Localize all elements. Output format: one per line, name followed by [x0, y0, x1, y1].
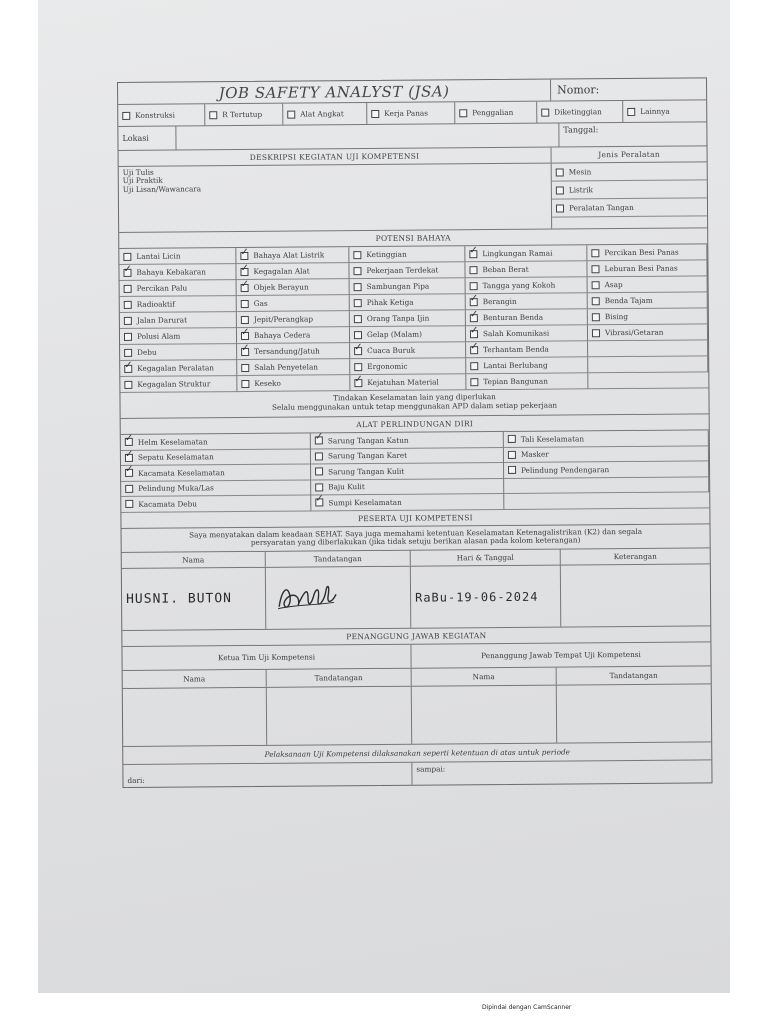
jsa-form [117, 77, 713, 788]
potensi-item-2-2[interactable] [350, 278, 466, 295]
peralatan-block [552, 146, 708, 228]
ketua-tim-label: Ketua Tim Uji Kompetensi [122, 645, 411, 670]
checkbox[interactable] [592, 313, 600, 321]
checkbox-label: Kacamata Keselamatan [138, 467, 225, 478]
checkbox-label: Tangga yang Kokoh [482, 280, 556, 291]
checkbox[interactable] [124, 332, 132, 340]
job-type-4[interactable] [455, 102, 537, 124]
deskripsi-heading: DESKRIPSI KEGIATAN UJI KOMPETENSI [119, 148, 551, 167]
potensi-item-8-0[interactable] [120, 376, 237, 393]
deskripsi-block [119, 148, 553, 232]
potensi-item-1-1[interactable] [236, 263, 349, 280]
potensi-item-2-1[interactable] [237, 279, 350, 296]
checkbox[interactable] [287, 110, 295, 118]
checkbox-label: Bahaya Kebakaran [136, 267, 206, 277]
job-type-6[interactable] [623, 100, 706, 122]
col-tandatangan: Tandatangan [266, 551, 411, 567]
checkbox-label: Kacamata Debu [138, 499, 198, 509]
potensi-item-7-0[interactable] [120, 360, 237, 377]
checkbox[interactable] [470, 362, 478, 370]
checkbox-label: Sarung Tangan Karet [327, 450, 408, 461]
checkbox[interactable] [354, 347, 362, 355]
checkbox-label: Polusi Alam [136, 331, 181, 341]
tempat-nama-col: Nama [412, 668, 557, 686]
potensi-item-0-2[interactable] [349, 246, 465, 263]
peralatan-item-0[interactable] [552, 162, 707, 181]
peserta-statement-2: persyaratan yang diberlakukan (jika tidak setuju berikan alasan pada kolom keterangan) [250, 535, 581, 548]
potensi-item-8-4 [588, 372, 708, 389]
potensi-item-6-0[interactable] [120, 344, 237, 361]
tanggal-cell[interactable] [559, 122, 706, 146]
checkbox-label: Diketinggian [554, 107, 602, 117]
checkbox[interactable] [353, 267, 361, 275]
checkbox[interactable] [315, 468, 323, 476]
checkbox[interactable] [124, 300, 132, 308]
potensi-item-1-4[interactable] [587, 260, 707, 277]
apd-item-0-0[interactable] [121, 433, 311, 450]
potensi-item-7-4 [588, 356, 708, 373]
potensi-item-3-1[interactable] [237, 295, 350, 312]
apd-item-2-0[interactable] [121, 464, 311, 481]
checkbox-label: Pelindung Muka/Las [138, 483, 214, 494]
potensi-item-0-4[interactable] [587, 244, 707, 261]
col-hari-tanggal: Hari & Tanggal [411, 550, 561, 566]
checkbox[interactable] [469, 250, 477, 258]
checkbox[interactable] [241, 315, 249, 323]
checkbox[interactable] [315, 483, 323, 491]
pelaksanaan-text: Pelaksanaan Uji Kompetensi dilaksanakan seperti ketentuan di atas untuk periode [264, 747, 570, 759]
checkbox[interactable] [470, 314, 478, 322]
checkbox[interactable] [592, 297, 600, 305]
checkbox[interactable] [125, 438, 133, 446]
checkbox-label: Radioaktif [136, 299, 175, 309]
checkbox[interactable] [240, 267, 248, 275]
checkbox-label: Helm Keselamatan [137, 437, 208, 447]
peserta-hari-cell[interactable] [411, 566, 561, 628]
penanggung-value-row [123, 684, 711, 747]
penanggung-heading: PENANGGUNG JAWAB KEGIATAN [122, 626, 710, 647]
checkbox-label: R Tertutup [222, 109, 263, 120]
checkbox[interactable] [354, 379, 362, 387]
checkbox-label: Alat Angkat [300, 109, 344, 119]
peserta-nama-cell[interactable] [122, 568, 266, 630]
checkbox[interactable] [124, 284, 132, 292]
potensi-item-6-2[interactable] [350, 342, 466, 359]
checkbox-label: Lingkungan Ramai [482, 248, 553, 259]
checkbox-label: Tersandung/Jatuh [254, 346, 320, 356]
checkbox-label: Lantai Berlubang [483, 360, 548, 371]
checkbox[interactable] [240, 251, 248, 259]
checkbox[interactable] [125, 469, 133, 477]
checkbox-label: Berangin [482, 296, 517, 307]
checkbox-label: Tali Keselamatan [520, 434, 585, 444]
potensi-item-5-3[interactable] [466, 325, 588, 342]
potensi-item-1-3[interactable] [465, 261, 587, 278]
checkbox[interactable] [125, 454, 133, 462]
checkbox[interactable] [124, 316, 132, 324]
job-type-2[interactable] [283, 103, 367, 125]
checkbox-label: Objek Berayun [253, 282, 309, 292]
tindakan-line2: Selalu menggunakan untuk tetap menggunakan APD dalam setiap pekerjaan [271, 400, 558, 412]
potensi-item-3-0[interactable] [120, 296, 237, 313]
checkbox[interactable] [541, 108, 549, 116]
checkbox[interactable] [241, 331, 249, 339]
peserta-statement-1: Saya menyatakan dalam keadaan SEHAT. Saya juga memahami ketentuan Keselamatan Ketenagalistrikan (K2) dan segala [189, 526, 643, 539]
checkbox-label: Pekerjaan Terdekat [366, 265, 439, 276]
potensi-item-7-3[interactable] [466, 357, 588, 374]
potensi-item-5-4[interactable] [588, 324, 708, 341]
checkbox-label: Baju Kulit [328, 482, 365, 492]
lokasi-value-cell[interactable] [176, 124, 559, 150]
checkbox[interactable] [470, 298, 478, 306]
apd-heading: ALAT PERLINDUNGAN DIRI [121, 414, 709, 435]
job-type-3[interactable] [367, 102, 455, 124]
potensi-item-3-4[interactable] [588, 292, 708, 309]
potensi-item-2-0[interactable] [120, 280, 237, 297]
tempat-nama-value[interactable] [412, 686, 557, 744]
checkbox-label: Jepit/Perangkap [253, 314, 314, 324]
checkbox[interactable] [592, 281, 600, 289]
potensi-item-5-1[interactable] [237, 327, 350, 344]
checkbox[interactable] [241, 283, 249, 291]
deskripsi-line: Uji Praktik [122, 176, 163, 186]
checkbox-label: Pelindung Pendengaran [521, 464, 610, 475]
checkbox[interactable] [122, 111, 130, 119]
checkbox-label: Keseko [254, 378, 281, 388]
potensi-item-2-4[interactable] [588, 276, 708, 293]
checkbox[interactable] [315, 499, 323, 507]
job-type-5[interactable] [537, 101, 623, 123]
checkbox[interactable] [241, 379, 249, 387]
checkbox-label: Ergonomic [367, 361, 408, 372]
checkbox[interactable] [354, 315, 362, 323]
potensi-item-5-0[interactable] [120, 328, 237, 345]
checkbox[interactable] [591, 265, 599, 273]
checkbox[interactable] [241, 299, 249, 307]
checkbox[interactable] [627, 107, 635, 115]
checkbox-label: Kegagalan Peralatan [137, 363, 215, 373]
form-title: JOB SAFETY ANALYST (JSA) [218, 81, 450, 102]
potensi-item-4-4[interactable] [588, 308, 708, 325]
signature-image [274, 578, 344, 619]
nomor-label: Nomor: [557, 83, 600, 97]
potensi-item-0-3[interactable] [465, 245, 587, 262]
checkbox-label: Penggalian [472, 107, 514, 118]
tanggal-label: Tanggal: [563, 125, 599, 135]
checkbox[interactable] [353, 251, 361, 259]
deskripsi-row [119, 146, 708, 233]
checkbox-label: Peralatan Tangan [568, 202, 634, 213]
checkbox[interactable] [315, 437, 323, 445]
checkbox[interactable] [354, 331, 362, 339]
potensi-grid [119, 244, 708, 393]
checkbox[interactable] [459, 109, 467, 117]
checkbox-label: Lainnya [640, 106, 670, 116]
checkbox[interactable] [470, 378, 478, 386]
apd-grid [121, 430, 710, 512]
ketua-ttd-value[interactable] [267, 687, 412, 745]
apd-item-4-0[interactable] [121, 495, 311, 512]
checkbox[interactable] [124, 380, 132, 388]
checkbox-label: Mesin [568, 167, 592, 177]
checkbox[interactable] [508, 435, 516, 443]
deskripsi-line: Uji Tulis [122, 167, 154, 177]
checkbox-label: Terhantam Benda [483, 344, 549, 355]
checkbox[interactable] [315, 452, 323, 460]
apd-item-0-1[interactable] [311, 432, 504, 449]
ketua-nama-value[interactable] [123, 688, 267, 746]
penanggung-tempat-label: Penanggung Jawab Tempat Uji Kompetensi [481, 649, 641, 661]
checkbox-label: Tepian Bangunan [483, 376, 548, 387]
scanner-footer: Dipindai dengan CamScanner [482, 1004, 572, 1011]
potensi-item-7-1[interactable] [237, 359, 350, 376]
apd-item-2-1[interactable] [311, 463, 504, 480]
peserta-value-row [122, 564, 710, 631]
apd-item-4-1[interactable] [311, 494, 504, 511]
potensi-item-0-1[interactable] [236, 247, 349, 264]
tempat-ttd-value[interactable] [557, 684, 711, 742]
checkbox[interactable] [123, 268, 131, 276]
checkbox-label: Jalan Darurat [136, 315, 188, 325]
checkbox-label: Listrik [568, 185, 594, 195]
checkbox[interactable] [354, 363, 362, 371]
checkbox-label: Percikan Besi Panas [604, 247, 679, 258]
potensi-item-6-4 [588, 340, 708, 357]
potensi-item-4-3[interactable] [466, 309, 588, 326]
checkbox[interactable] [123, 252, 131, 260]
checkbox-label: Lantai Licin [136, 251, 181, 261]
checkbox[interactable] [124, 348, 132, 356]
periode-sampai[interactable]: sampai: [416, 764, 446, 774]
job-type-0[interactable] [118, 104, 205, 126]
col-nama: Nama [122, 552, 266, 568]
potensi-item-4-1[interactable] [237, 311, 350, 328]
checkbox-label: Debu [137, 347, 157, 357]
checkbox[interactable] [470, 330, 478, 338]
potensi-item-1-0[interactable] [119, 264, 236, 281]
checkbox-label: Sarung Tangan Katun [327, 435, 409, 446]
checkbox-label: Gelap (Malam) [366, 329, 422, 340]
checkbox[interactable] [125, 500, 133, 508]
checkbox[interactable] [209, 111, 217, 119]
apd-item-1-0[interactable] [121, 449, 311, 466]
checkbox-label: Benturan Benda [482, 312, 544, 323]
checkbox-label: Gas [253, 298, 268, 308]
checkbox-label: Leburan Besi Panas [604, 263, 678, 274]
peralatan-heading: Jenis Peralatan [552, 146, 707, 163]
potensi-item-0-0[interactable] [119, 248, 236, 265]
lokasi-label-cell [118, 127, 176, 150]
checkbox-label: Masker [520, 449, 549, 460]
periode-row [123, 760, 711, 787]
checkbox-label: Kejatuhan Material [367, 377, 439, 388]
potensi-item-6-1[interactable] [237, 343, 350, 360]
apd-item-0-2[interactable] [504, 430, 709, 447]
peserta-signature-cell[interactable] [266, 567, 411, 629]
ketua-ttd-col: Tandatangan [267, 669, 412, 687]
col-keterangan: Keterangan [613, 551, 657, 562]
potensi-item-2-3[interactable] [466, 277, 588, 294]
peralatan-list [552, 162, 707, 217]
apd-item-4-2 [504, 492, 709, 509]
potensi-heading: POTENSI BAHAYA [119, 228, 707, 249]
potensi-item-7-2[interactable] [350, 358, 466, 375]
checkbox[interactable] [354, 283, 362, 291]
checkbox-label: Pihak Ketiga [366, 297, 414, 308]
potensi-item-4-0[interactable] [120, 312, 237, 329]
peserta-hari-tanggal: RaBu-19-06-2024 [415, 589, 539, 605]
checkbox[interactable] [592, 329, 600, 337]
peserta-nama: HUSNI. BUTON [126, 591, 233, 607]
checkbox[interactable] [371, 109, 379, 117]
checkbox-label: Bahaya Alat Listrik [253, 250, 325, 260]
checkbox-label: Benda Tajam [604, 295, 653, 306]
checkbox[interactable] [470, 346, 478, 354]
checkbox[interactable] [470, 282, 478, 290]
apd-item-3-2 [504, 477, 709, 494]
potensi-item-3-3[interactable] [466, 293, 588, 310]
peserta-keterangan-cell[interactable] [561, 564, 710, 626]
periode-dari[interactable]: dari: [123, 763, 412, 787]
checkbox[interactable] [241, 363, 249, 371]
tempat-ttd-col: Tandatangan [609, 670, 658, 681]
checkbox[interactable] [469, 266, 477, 274]
checkbox-label: Salah Komunikasi [482, 328, 550, 339]
checkbox-label: Ketinggian [366, 249, 407, 260]
potensi-item-8-1[interactable] [237, 375, 350, 392]
checkbox[interactable] [124, 364, 132, 372]
potensi-item-1-2[interactable] [349, 262, 465, 279]
potensi-item-6-3[interactable] [466, 341, 588, 358]
checkbox-label: Kerja Panas [384, 108, 429, 118]
checkbox[interactable] [354, 299, 362, 307]
checkbox-label: Sumpi Keselamatan [328, 497, 402, 508]
checkbox-label: Orang Tanpa Ijin [366, 313, 430, 324]
potensi-item-8-2[interactable] [350, 374, 466, 391]
form-title-cell [118, 80, 551, 104]
peserta-heading: PESERTA UJI KOMPETENSI [121, 508, 709, 529]
apd-item-1-2[interactable] [504, 446, 709, 463]
job-type-1[interactable] [205, 104, 283, 126]
tindakan-line1: Tindakan Keselamatan lain yang diperlukan [333, 392, 496, 403]
nomor-cell [551, 78, 706, 100]
apd-item-3-0[interactable] [121, 480, 311, 497]
checkbox-label: Bising [604, 311, 629, 322]
lokasi-label: Lokasi [122, 133, 149, 143]
checkbox-label: Cuaca Buruk [367, 345, 416, 356]
checkbox-label: Bahaya Cedera [253, 330, 311, 340]
potensi-item-4-2[interactable] [350, 310, 466, 327]
checkbox[interactable] [241, 347, 249, 355]
checkbox[interactable] [556, 186, 564, 194]
deskripsi-lines [119, 164, 551, 197]
apd-item-2-2[interactable] [504, 461, 709, 478]
peralatan-item-2[interactable] [552, 198, 707, 217]
potensi-item-8-3[interactable] [466, 373, 588, 390]
checkbox-label: Sarung Tangan Kulit [328, 466, 405, 477]
checkbox-label: Vibrasi/Getaran [604, 327, 664, 338]
apd-item-3-1[interactable] [311, 478, 504, 495]
checkbox[interactable] [556, 204, 564, 212]
checkbox-label: Konstruksi [135, 110, 176, 120]
ketua-nama-col: Nama [123, 670, 267, 688]
peralatan-item-1[interactable] [552, 180, 707, 199]
checkbox-label: Sambungan Pipa [366, 281, 430, 292]
potensi-item-5-2[interactable] [350, 326, 466, 343]
checkbox-label: Kegagalan Alat [253, 266, 310, 276]
checkbox[interactable] [508, 466, 516, 474]
deskripsi-line: Uji Lisan/Wawancara [122, 184, 202, 194]
checkbox-label: Percikan Palu [136, 283, 188, 293]
potensi-item-3-2[interactable] [350, 294, 466, 311]
checkbox-label: Salah Penyetelan [254, 362, 319, 372]
checkbox[interactable] [125, 485, 133, 493]
checkbox[interactable] [556, 168, 564, 176]
checkbox-label: Kegagalan Struktur [137, 379, 211, 389]
checkbox-label: Asap [604, 280, 623, 290]
checkbox[interactable] [508, 451, 516, 459]
checkbox-label: Beban Berat [482, 264, 529, 275]
apd-item-1-1[interactable] [311, 447, 504, 464]
checkbox-label: Sepatu Keselamatan [137, 452, 214, 463]
checkbox[interactable] [591, 249, 599, 257]
